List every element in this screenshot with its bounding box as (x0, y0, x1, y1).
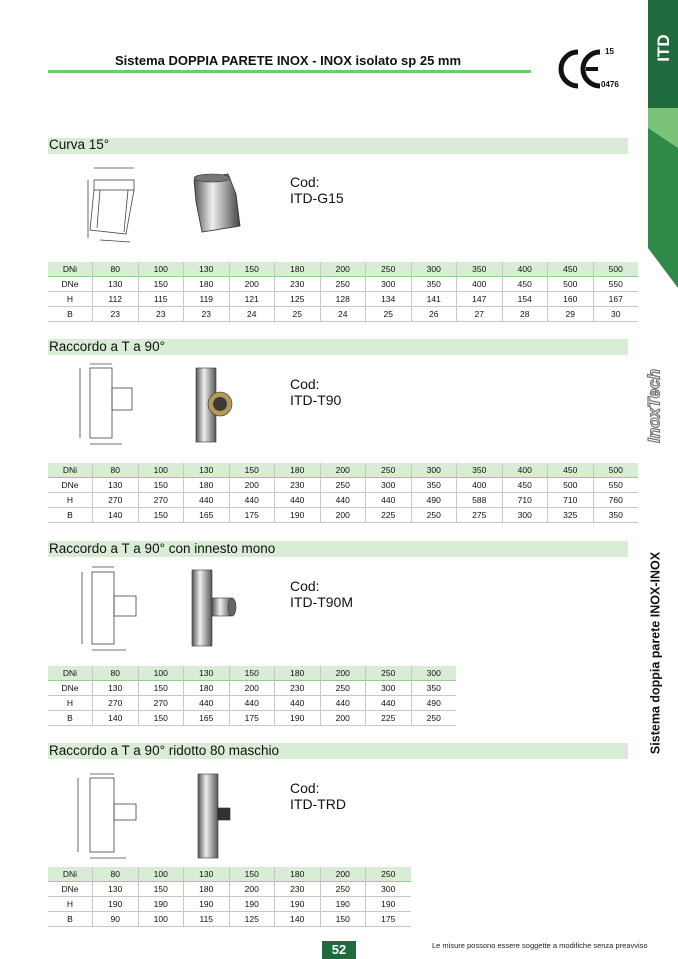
table-cell: 175 (366, 912, 411, 927)
column-header-label: DNi (48, 463, 93, 478)
table-header-row (48, 262, 638, 277)
table-cell: 90 (93, 912, 139, 927)
column-header-dni: 500 (593, 463, 638, 478)
column-header-dni: 180 (275, 463, 321, 478)
section-bar-curva (48, 138, 628, 154)
table-cell: 710 (548, 493, 594, 508)
table-cell: 440 (366, 696, 412, 711)
table-cell: 23 (93, 307, 139, 322)
table-cell: 450 (502, 277, 548, 292)
table-cell: 29 (548, 307, 594, 322)
table-cell: 270 (93, 696, 139, 711)
table-cell: 350 (411, 478, 457, 493)
column-header-dni: 250 (366, 666, 412, 681)
table-cell: 325 (548, 508, 594, 523)
table-cell: 165 (184, 711, 230, 726)
cod-label-t90: Cod: (290, 376, 320, 392)
spec-table-trd (48, 867, 411, 927)
column-header-dni: 200 (320, 463, 366, 478)
table-row (48, 493, 638, 508)
table-row (48, 681, 456, 696)
table-cell: 250 (411, 711, 456, 726)
table-cell: 140 (93, 508, 139, 523)
column-header-dni: 100 (138, 463, 184, 478)
product-code-t90m: ITD-T90M (290, 594, 353, 610)
row-label: H (48, 493, 93, 508)
section-title-t90m: Raccordo a T a 90° con innesto mono (49, 541, 276, 556)
ce-code-top: 15 (605, 47, 614, 56)
table-cell: 30 (593, 307, 638, 322)
table-cell: 200 (229, 277, 275, 292)
column-header-dni: 450 (548, 463, 594, 478)
spec-table-t90 (48, 463, 638, 523)
footer-note: Le misure possono essere soggette a modifiche senza preavviso (432, 941, 648, 950)
inoxtech-logo-text: InoxTech (644, 369, 664, 443)
table-cell: 27 (457, 307, 503, 322)
table-cell: 230 (275, 882, 321, 897)
side-vertical-title (645, 539, 667, 767)
t90m-technical-drawing (72, 564, 148, 656)
product-code-curva: ITD-G15 (290, 190, 344, 206)
table-cell: 150 (138, 882, 184, 897)
table-cell: 588 (457, 493, 503, 508)
table-cell: 167 (593, 292, 638, 307)
table-cell: 200 (229, 681, 275, 696)
table-cell: 141 (411, 292, 457, 307)
table-header-row (48, 666, 456, 681)
table-cell: 200 (229, 882, 275, 897)
column-header-dni: 80 (93, 666, 139, 681)
table-cell: 23 (184, 307, 230, 322)
table-cell: 300 (366, 277, 412, 292)
column-header-dni: 100 (138, 262, 184, 277)
table-cell: 300 (366, 681, 412, 696)
table-cell: 550 (593, 478, 638, 493)
table-cell: 270 (138, 696, 184, 711)
table-cell: 440 (184, 696, 230, 711)
table-cell: 190 (366, 897, 411, 912)
table-cell: 150 (138, 711, 184, 726)
column-header-dni: 350 (457, 262, 503, 277)
section-title-trd: Raccordo a T a 90° ridotto 80 maschio (49, 743, 280, 758)
row-label: DNe (48, 681, 93, 696)
row-label: H (48, 696, 93, 711)
column-header-dni: 180 (275, 867, 321, 882)
t90-product-photo (190, 364, 240, 446)
table-cell: 250 (320, 277, 366, 292)
row-label: H (48, 292, 93, 307)
table-cell: 100 (138, 912, 184, 927)
t90-technical-drawing (66, 360, 142, 452)
row-label: DNe (48, 478, 93, 493)
row-label: DNe (48, 882, 93, 897)
column-header-dni: 200 (320, 867, 366, 882)
table-cell: 550 (593, 277, 638, 292)
table-row (48, 696, 456, 711)
t90m-product-photo (186, 566, 242, 650)
row-label: B (48, 307, 93, 322)
table-cell: 450 (502, 478, 548, 493)
table-cell: 440 (366, 493, 412, 508)
table-cell: 500 (548, 277, 594, 292)
table-cell: 200 (320, 711, 366, 726)
table-cell: 200 (320, 508, 366, 523)
spec-table-curva (48, 262, 638, 322)
table-cell: 200 (229, 478, 275, 493)
trd-product-photo (190, 770, 240, 862)
table-cell: 300 (502, 508, 548, 523)
column-header-dni: 400 (502, 262, 548, 277)
table-cell: 128 (320, 292, 366, 307)
table-cell: 175 (229, 711, 275, 726)
table-cell: 130 (93, 277, 139, 292)
table-cell: 25 (366, 307, 412, 322)
table-cell: 165 (184, 508, 230, 523)
table-cell: 300 (366, 882, 411, 897)
table-cell: 28 (502, 307, 548, 322)
table-cell: 119 (184, 292, 230, 307)
table-cell: 250 (320, 882, 366, 897)
cod-label-trd: Cod: (290, 780, 320, 796)
column-header-dni: 450 (548, 262, 594, 277)
table-cell: 121 (229, 292, 275, 307)
column-header-dni: 80 (93, 262, 139, 277)
table-cell: 490 (411, 696, 456, 711)
table-cell: 400 (457, 277, 503, 292)
column-header-label: DNi (48, 666, 93, 681)
table-cell: 350 (411, 277, 457, 292)
table-cell: 440 (184, 493, 230, 508)
column-header-dni: 130 (184, 666, 230, 681)
table-cell: 147 (457, 292, 503, 307)
table-row (48, 912, 411, 927)
column-header-label: DNi (48, 867, 93, 882)
column-header-dni: 180 (275, 262, 321, 277)
table-cell: 270 (138, 493, 184, 508)
page-number: 52 (322, 941, 356, 959)
table-cell: 150 (138, 681, 184, 696)
column-header-dni: 130 (184, 463, 230, 478)
table-cell: 225 (366, 508, 412, 523)
column-header-dni: 300 (411, 262, 457, 277)
column-header-dni: 400 (502, 463, 548, 478)
table-row (48, 508, 638, 523)
table-row (48, 292, 638, 307)
table-cell: 440 (320, 493, 366, 508)
table-header-row (48, 867, 411, 882)
table-cell: 190 (184, 897, 230, 912)
column-header-dni: 180 (275, 666, 321, 681)
table-cell: 190 (93, 897, 139, 912)
column-header-dni: 100 (138, 666, 184, 681)
table-cell: 190 (275, 508, 321, 523)
table-cell: 180 (184, 681, 230, 696)
side-tab-stripe (648, 108, 678, 288)
column-header-dni: 150 (229, 867, 275, 882)
product-code-t90: ITD-T90 (290, 392, 342, 408)
column-header-dni: 350 (457, 463, 503, 478)
table-cell: 300 (366, 478, 412, 493)
column-header-dni: 130 (184, 262, 230, 277)
table-cell: 150 (138, 508, 184, 523)
table-cell: 115 (138, 292, 184, 307)
column-header-dni: 200 (320, 666, 366, 681)
column-header-dni: 150 (229, 463, 275, 478)
page-title: Sistema DOPPIA PARETE INOX - INOX isolato sp 25 mm (115, 53, 462, 68)
table-row (48, 882, 411, 897)
column-header-dni: 250 (366, 867, 411, 882)
table-cell: 350 (593, 508, 638, 523)
table-cell: 225 (366, 711, 412, 726)
column-header-dni: 130 (184, 867, 230, 882)
column-header-dni: 150 (229, 666, 275, 681)
column-header-dni: 250 (366, 262, 412, 277)
column-header-dni: 300 (411, 666, 456, 681)
table-cell: 400 (457, 478, 503, 493)
curva-technical-drawing (80, 160, 152, 246)
table-cell: 440 (275, 696, 321, 711)
column-header-dni: 100 (138, 867, 184, 882)
table-cell: 440 (275, 493, 321, 508)
table-cell: 190 (229, 897, 275, 912)
side-tab-label: ITD (654, 34, 673, 62)
table-cell: 440 (320, 696, 366, 711)
table-cell: 25 (275, 307, 321, 322)
table-cell: 190 (320, 897, 366, 912)
table-cell: 190 (138, 897, 184, 912)
table-cell: 250 (411, 508, 457, 523)
table-cell: 190 (275, 897, 321, 912)
inoxtech-logo (642, 360, 668, 452)
row-label: H (48, 897, 93, 912)
table-cell: 154 (502, 292, 548, 307)
table-cell: 130 (93, 882, 139, 897)
table-cell: 150 (138, 277, 184, 292)
table-row (48, 307, 638, 322)
column-header-dni: 80 (93, 463, 139, 478)
curva-product-photo (188, 172, 246, 234)
table-cell: 250 (320, 681, 366, 696)
cod-label-curva: Cod: (290, 174, 320, 190)
column-header-label: DNi (48, 262, 93, 277)
table-cell: 250 (320, 478, 366, 493)
table-cell: 175 (229, 508, 275, 523)
table-cell: 230 (275, 277, 321, 292)
table-cell: 125 (229, 912, 275, 927)
column-header-dni: 250 (366, 463, 412, 478)
table-cell: 180 (184, 478, 230, 493)
table-cell: 130 (93, 478, 139, 493)
ce-code-bottom: 0476 (601, 80, 619, 89)
table-cell: 125 (275, 292, 321, 307)
table-cell: 23 (138, 307, 184, 322)
section-title-curva: Curva 15° (49, 137, 110, 152)
table-cell: 112 (93, 292, 139, 307)
side-tab (648, 0, 678, 108)
table-cell: 230 (275, 478, 321, 493)
table-cell: 440 (229, 696, 275, 711)
table-cell: 230 (275, 681, 321, 696)
row-label: B (48, 912, 93, 927)
table-row (48, 277, 638, 292)
column-header-dni: 80 (93, 867, 139, 882)
table-cell: 140 (93, 711, 139, 726)
table-cell: 134 (366, 292, 412, 307)
table-cell: 26 (411, 307, 457, 322)
table-row (48, 897, 411, 912)
row-label: DNe (48, 277, 93, 292)
table-cell: 115 (184, 912, 230, 927)
cod-label-t90m: Cod: (290, 578, 320, 594)
side-vertical-title-text: Sistema doppia parete INOX-INOX (648, 551, 663, 755)
table-cell: 270 (93, 493, 139, 508)
table-cell: 24 (320, 307, 366, 322)
table-cell: 140 (275, 912, 321, 927)
table-cell: 275 (457, 508, 503, 523)
table-cell: 24 (229, 307, 275, 322)
table-cell: 180 (184, 277, 230, 292)
table-cell: 190 (275, 711, 321, 726)
trd-technical-drawing (70, 770, 156, 862)
table-cell: 710 (502, 493, 548, 508)
table-cell: 150 (320, 912, 366, 927)
table-cell: 150 (138, 478, 184, 493)
section-title-t90: Raccordo a T a 90° (49, 339, 165, 354)
table-row (48, 478, 638, 493)
column-header-dni: 150 (229, 262, 275, 277)
column-header-dni: 500 (593, 262, 638, 277)
table-cell: 130 (93, 681, 139, 696)
table-cell: 490 (411, 493, 457, 508)
row-label: B (48, 508, 93, 523)
table-cell: 350 (411, 681, 456, 696)
table-cell: 180 (184, 882, 230, 897)
table-row (48, 711, 456, 726)
column-header-dni: 200 (320, 262, 366, 277)
table-header-row (48, 463, 638, 478)
product-code-trd: ITD-TRD (290, 796, 346, 812)
header-underline (48, 70, 531, 73)
table-cell: 160 (548, 292, 594, 307)
table-cell: 760 (593, 493, 638, 508)
column-header-dni: 300 (411, 463, 457, 478)
row-label: B (48, 711, 93, 726)
table-cell: 440 (229, 493, 275, 508)
spec-table-t90m (48, 666, 456, 726)
table-cell: 500 (548, 478, 594, 493)
